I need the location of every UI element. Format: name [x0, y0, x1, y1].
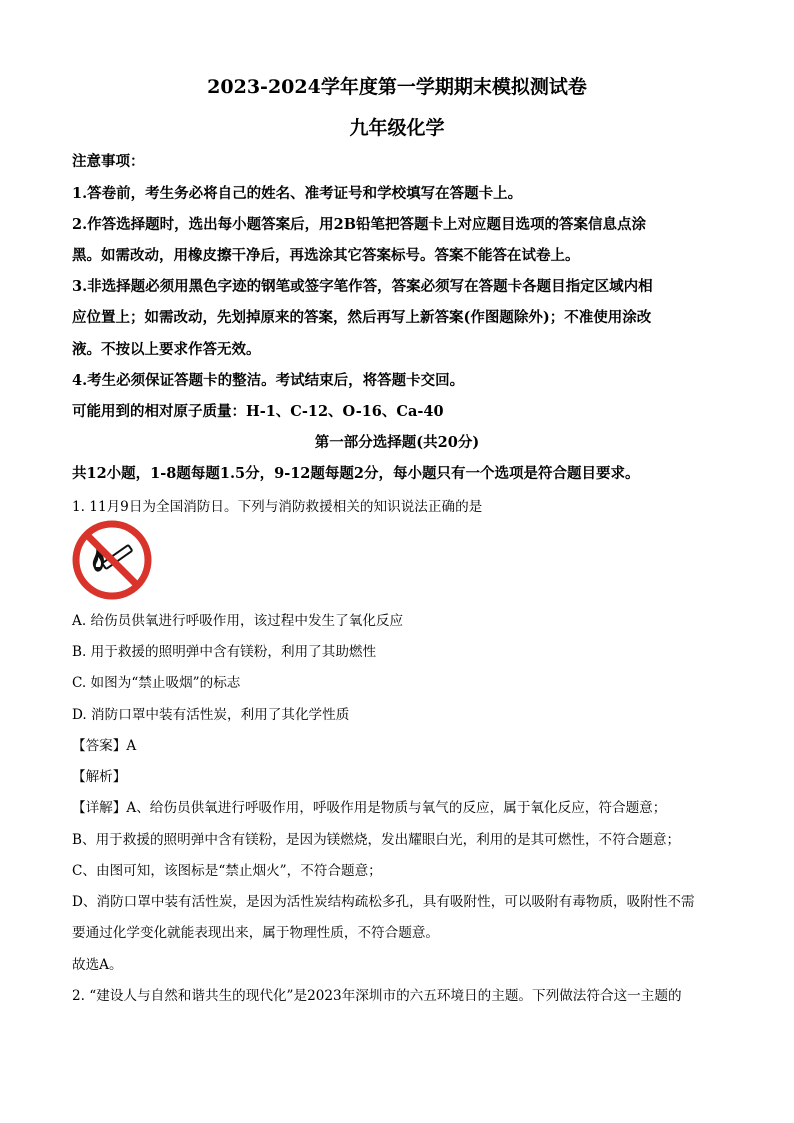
question-1-option-b: B. 用于救援的照明弹中含有镁粉，利用了其助燃性 [72, 644, 377, 660]
analysis-detail-line: B、用于救援的照明弹中含有镁粉，是因为镁燃烧，发出耀眼白光，利用的是其可燃性，不符合题意； [72, 832, 681, 848]
analysis-detail-line: 【详解】A、给伤员供氧进行呼吸作用，呼吸作用是物质与氧气的反应，属于氧化反应，符合题意； [72, 800, 667, 816]
section-instruction: 共12小题，1-8题每题1.5分，9-12题每题2分，每小题只有一个选项是符合题目要求。 [72, 465, 640, 482]
no-fire-sign-icon [72, 520, 152, 600]
question-1-option-a: A. 给伤员供氧进行呼吸作用，该过程中发生了氧化反应 [72, 613, 404, 629]
question-1-stem: 1. 11月9日为全国消防日。下列与消防救援相关的知识说法正确的是 [72, 499, 483, 515]
notice-item: 黑。如需改动，用橡皮擦干净后，再选涂其它答案标号。答案不能答在试卷上。 [72, 247, 580, 264]
notice-item: 应位置上；如需改动，先划掉原来的答案，然后再写上新答案(作图题除外)；不准使用涂改 [72, 309, 652, 326]
notice-item: 液。不按以上要求作答无效。 [72, 341, 261, 358]
page-title: 2023-2024学年度第一学期期末模拟测试卷 [207, 76, 587, 98]
notice-item: 3.非选择题必须用黑色字迹的钢笔或签字笔作答，答案必须写在答题卡各题目指定区域内相 [72, 278, 653, 295]
notice-item: 4.考生必须保证答题卡的整洁。考试结束后，将答题卡交回。 [72, 372, 465, 389]
question-1-option-c: C. 如图为“禁止吸烟”的标志 [72, 675, 241, 691]
atomic-mass-note: 可能用到的相对原子质量：H-1、C-12、O-16、Ca-40 [72, 403, 444, 420]
answer-label: 【答案】A [72, 738, 137, 754]
question-2-stem: 2. “建设人与自然和谐共生的现代化”是2023年深圳市的六五环境日的主题。下列做法符合这一主题的 [72, 988, 682, 1004]
analysis-detail-line: C、由图可知，该图标是“禁止烟火”，不符合题意； [72, 863, 382, 879]
analysis-detail-line: 要通过化学变化就能表现出来，属于物理性质，不符合题意。 [72, 925, 440, 941]
question-1-option-d: D. 消防口罩中装有活性炭，利用了其化学性质 [72, 707, 350, 723]
analysis-label: 【解析】 [72, 769, 127, 785]
section-title: 第一部分选择题(共20分) [314, 434, 480, 451]
page-subtitle: 九年级化学 [349, 117, 445, 139]
analysis-conclusion: 故选A。 [72, 957, 123, 973]
notice-item: 2.作答选择题时，选出每小题答案后，用2B铅笔把答题卡上对应题目选项的答案信息点涂 [72, 216, 646, 233]
notice-item: 1.答卷前，考生务必将自己的姓名、准考证号和学校填写在答题卡上。 [72, 185, 523, 202]
notice-heading: 注意事项： [72, 153, 145, 170]
analysis-detail-line: D、消防口罩中装有活性炭，是因为活性炭结构疏松多孔，具有吸附性，可以吸附有毒物质，吸附性不需 [72, 894, 695, 910]
